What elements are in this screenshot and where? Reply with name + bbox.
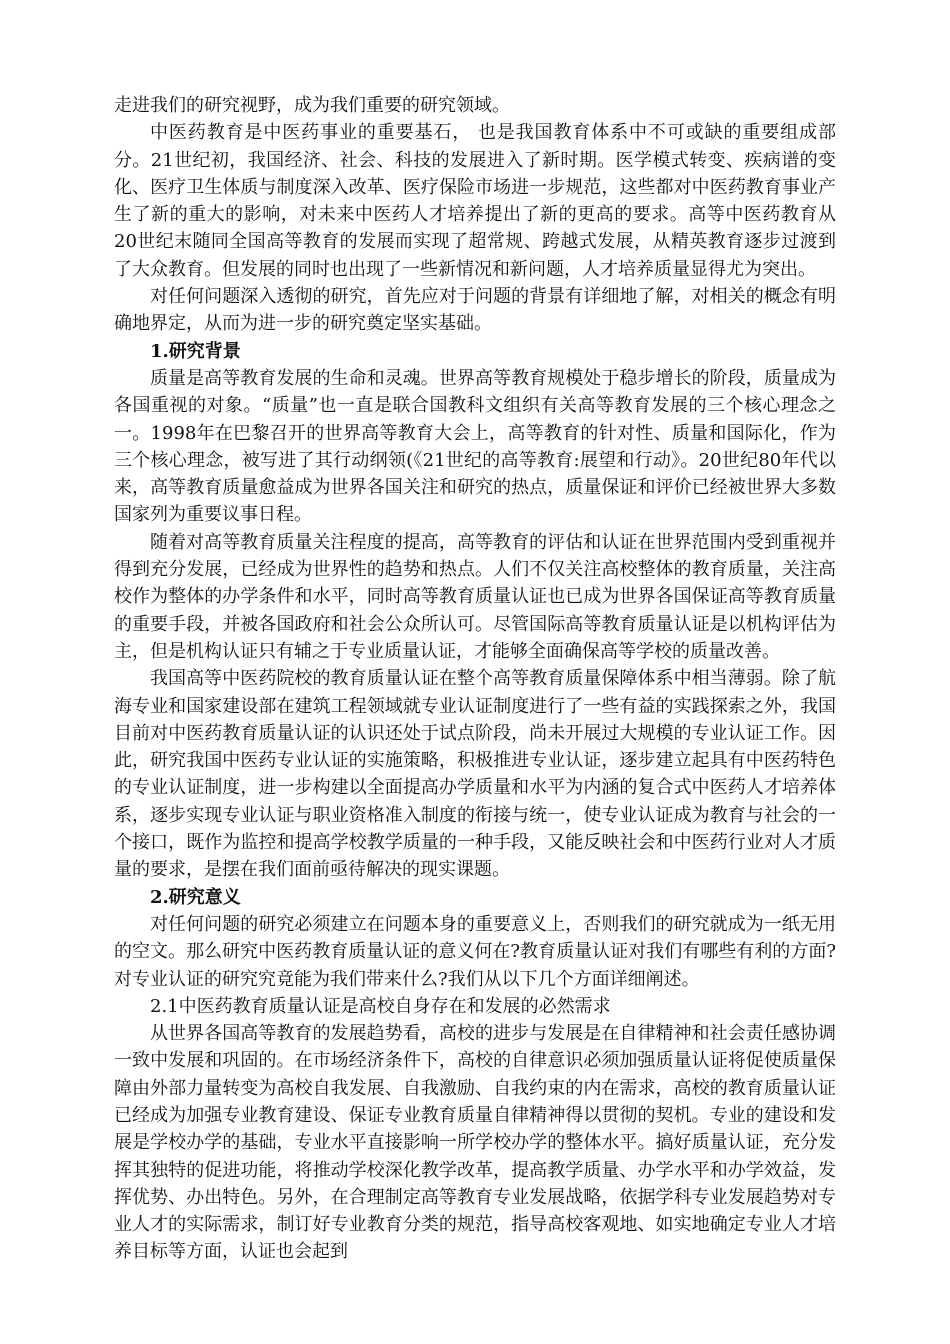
paragraph-continuation: 走进我们的研究视野，成为我们重要的研究领域。: [114, 95, 510, 116]
paragraph-research-intro: 对任何问题深入透彻的研究，首先应对于问题的背景有详细地了解，对相关的概念有明确地界定，从而为进一步的研究奠定坚实基础。: [114, 286, 836, 335]
section-heading-background: 1.研究背景: [150, 340, 241, 362]
document-page: [114, 92, 836, 1266]
paragraph-accreditation-trend: 随着对高等教育质量关注程度的提高，高等教育的评估和认证在世界范围内受到重视并得到充分发展，已经成为世界性的趋势和热点。人们不仅关注高校整体的教育质量，关注高校作为整体的办学条件和水平，同时高等教育质量认证也已成为世界各国保证高等教育质量的重要手段，并被各国政府和社会公众所认可。尽管国际高等教育质量认证是以机构评估为主，但是机构认证只有辅之于专业质量认证，才能够全面确保高等学校的质量改善。: [114, 531, 836, 662]
paragraph-significance-intro: 对任何问题的研究必须建立在问题本身的重要意义上，否则我们的研究就成为一纸无用的空文。那么研究中医药教育质量认证的意义何在?教育质量认证对我们有哪些有利的方面?对专业认证的研究究竟能为我们带来什么?我们从以下几个方面详细阐述。: [114, 913, 836, 990]
paragraph-tcm-education: 中医药教育是中医药事业的重要基石， 也是我国教育体系中不可或缺的重要组成部分。21世纪初，我国经济、社会、科技的发展进入了新时期。医学模式转变、疾病谱的变化、医疗卫生体质与制度深入改革、医疗保险市场进一步规范，这些都对中医药教育事业产生了新的重大的影响，对未来中医药人才培养提出了新的更高的要求。高等中医药教育从20世纪末随同全国高等教育的发展而实现了超常规、跨越式发展，从精英教育逐步过渡到了大众教育。但发展的同时也出现了一些新情况和新问题，人才培养质量显得尤为突出。: [114, 122, 836, 280]
section-heading-significance: 2.研究意义: [150, 886, 241, 908]
paragraph-quality: 质量是高等教育发展的生命和灵魂。世界高等教育规模处于稳步增长的阶段，质量成为各国重视的对象。“质量”也一直是联合国教科文组织有关高等教育发展的三个核心理念之一。1998年在巴黎召开的世界高等教育大会上，高等教育的针对性、质量和国际化，作为三个核心理念，被写进了其行动纲领(《21世纪的高等教育:展望和行动》。20世纪80年代以来，高等教育质量愈益成为世界各国关注和研究的热点，质量保证和评价已经被世界大多数国家列为重要议事日程。: [114, 367, 836, 526]
paragraph-self-development: 从世界各国高等教育的发展趋势看，高校的进步与发展是在自律精神和社会责任感协调一致中发展和巩固的。在市场经济条件下，高校的自律意识必须加强质量认证将促使质量保障由外部力量转变为高校自我发展、自我激励、自我约束的内在需求，高校的教育质量认证已经成为加强专业教育建设、保证专业教育质量自律精神得以贯彻的契机。专业的建设和发展是学校办学的基础，专业水平直接影响一所学校办学的整体水平。搞好质量认证，充分发挥其独特的促进功能，将推动学校深化教学改革，提高教学质量、办学水平和办学效益，发挥优势、办出特色。另外，在合理制定高等教育专业发展战略，依据学科专业发展趋势对专业人才的实际需求，制订好专业教育分类的规范，指导高校客观地、如实地确定专业人才培养目标等方面，认证也会起到: [114, 1023, 836, 1263]
paragraph-china-tcm-accreditation: 我国高等中医药院校的教育质量认证在整个高等教育质量保障体系中相当薄弱。除了航海专业和国家建设部在建筑工程领域就专业认证制度进行了一些有益的实践探索之外，我国目前对中医药教育质量认证的认识还处于试点阶段，尚未开展过大规模的专业认证工作。因此，研究我国中医药专业认证的实施策略，积极推进专业认证，逐步建立起具有中医药特色的专业认证制度，进一步构建以全面提高办学质量和水平为内涵的复合式中医药人才培养体系，逐步实现专业认证与职业资格准入制度的衔接与统一，使专业认证成为教育与社会的一个接口，既作为监控和提高学校教学质量的一种手段，又能反映社会和中医药行业对人才质量的要求，是摆在我们面前亟待解决的现实课题。: [114, 668, 836, 881]
subsection-heading-2-1: 2.1中医药教育质量认证是高校自身存在和发展的必然需求: [150, 995, 611, 1017]
